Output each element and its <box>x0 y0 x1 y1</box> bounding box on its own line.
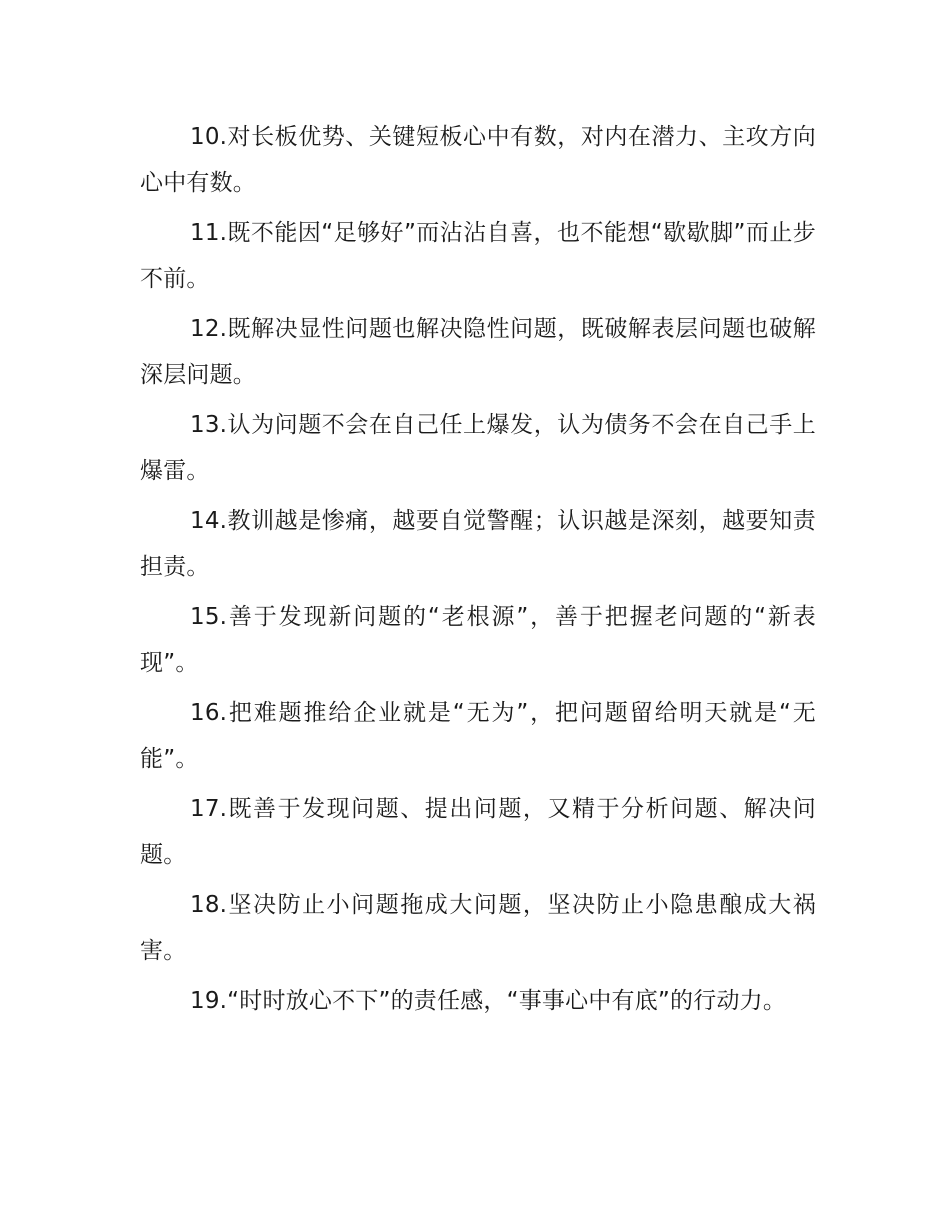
document-body <box>140 114 816 1028</box>
paragraph-19: 19.“时时放心不下”的责任感，“事事心中有底”的行动力。 <box>190 988 787 1014</box>
paragraph-14: 14.教训越是惨痛，越要自觉警醒；认识越是深刻，越要知责担责。 <box>140 508 816 580</box>
paragraph-16: 16.把难题推给企业就是“无为”，把问题留给明天就是“无能”。 <box>140 700 816 772</box>
paragraph-18: 18.坚决防止小问题拖成大问题，坚决防止小隐患酿成大祸害。 <box>140 892 816 964</box>
paragraph-15: 15.善于发现新问题的“老根源”，善于把握老问题的“新表现”。 <box>140 604 816 676</box>
paragraph-11: 11.既不能因“足够好”而沾沾自喜，也不能想“歇歇脚”而止步不前。 <box>140 220 816 292</box>
paragraph-17: 17.既善于发现问题、提出问题，又精于分析问题、解决问题。 <box>140 796 816 868</box>
paragraph-12: 12.既解决显性问题也解决隐性问题，既破解表层问题也破解深层问题。 <box>140 316 816 388</box>
paragraph-13: 13.认为问题不会在自己任上爆发，认为债务不会在自己手上爆雷。 <box>140 412 816 484</box>
paragraph-10: 10.对长板优势、关键短板心中有数，对内在潜力、主攻方向心中有数。 <box>140 124 816 196</box>
